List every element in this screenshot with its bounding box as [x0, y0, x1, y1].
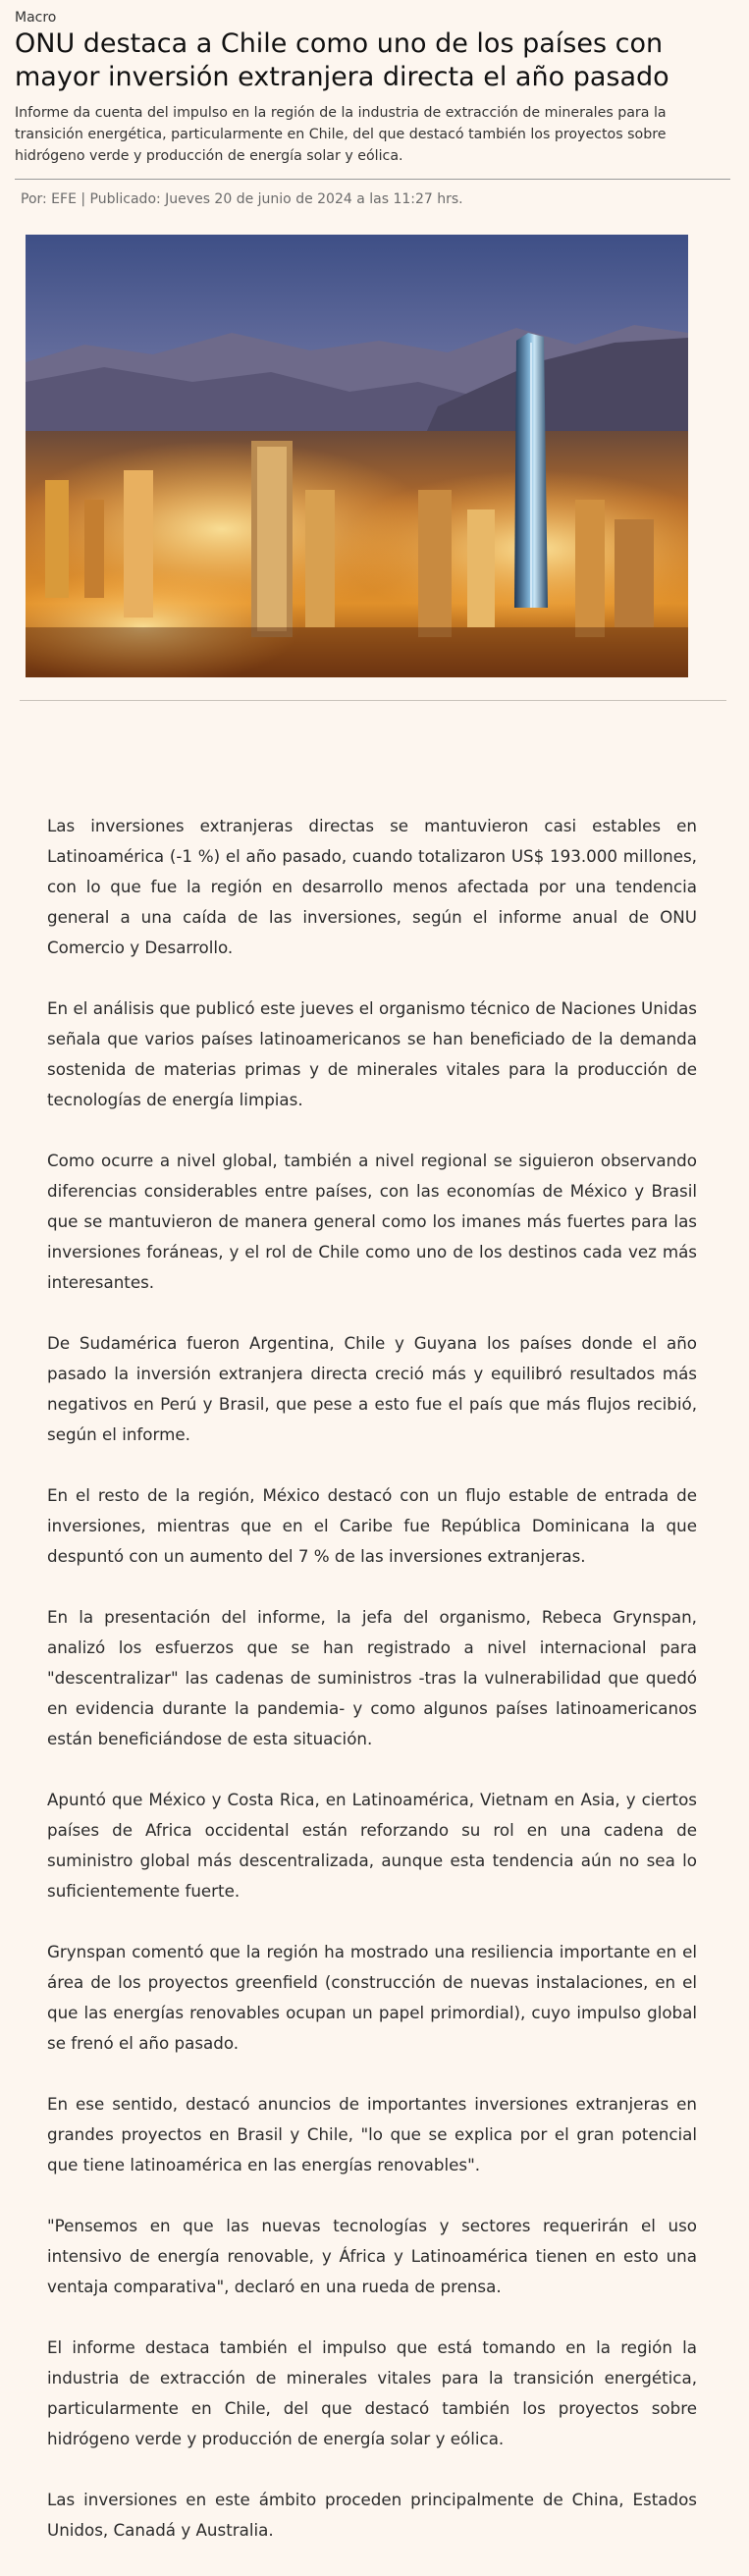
- article-paragraph: En el resto de la región, México destacó con un flujo estable de entrada de inversiones, mientras que en el Caribe fue República Dominicana la que despuntó con un aumento del 7 % de las inversiones extranjeras.: [47, 1485, 697, 1566]
- image-divider: [20, 700, 726, 701]
- header-divider: [15, 179, 730, 180]
- article-paragraph: Las inversiones extranjeras directas se mantuvieron casi estables en Latinoamérica (-1 %) el año pasado, cuando totalizaron US$ 193.000 millones, con lo que fue la región en desarrollo menos afectada por una tendencia general a una caída de las inversiones, según el informe anual de ONU Comercio y Desarrollo.: [47, 816, 697, 957]
- article-paragraph: Como ocurre a nivel global, también a nivel regional se siguieron observando diferencias considerables entre países, con las economías de México y Brasil que se mantuvieron de manera general como los imanes más fuertes para las inversiones foráneas, y el rol de Chile como uno de los destinos cada vez más interesantes.: [47, 1151, 697, 1292]
- article-paragraph: Apuntó que México y Costa Rica, en Latinoamérica, Vietnam en Asia, y ciertos países de Africa occidental están reforzando su rol en una cadena de suministro global más descentralizada, aunque esta tendencia aún no sea lo suficientemente fuerte.: [47, 1790, 697, 1901]
- article-paragraph: En la presentación del informe, la jefa del organismo, Rebeca Grynspan, analizó los esfuerzos que se han registrado a nivel internacional para "descentralizar" las cadenas de suministros -tras la vulnerabilidad que quedó en evidencia durante la pandemia- y como algunos países latinoamericanos están beneficiándose de esta situación.: [47, 1607, 697, 1748]
- article-paragraph: En el análisis que publicó este jueves el organismo técnico de Naciones Unidas señala que varios países latinoamericanos se han beneficiado de la demanda sostenida de materias primas y de minerales vitales para la producción de tecnologías de energía limpias.: [47, 998, 697, 1109]
- article-paragraph: De Sudamérica fueron Argentina, Chile y Guyana los países donde el año pasado la inversión extranjera directa creció más y equilibró resultados más negativos en Perú y Brasil, que pese a esto fue el país que más flujos recibió, según el informe.: [47, 1333, 697, 1444]
- article-lead: Informe da cuenta del impulso en la región de la industria de extracción de minerales para la transición energética, particularmente en Chile, del que destacó también los proyectos sobre hidrógeno verde y producción de energía solar y eólica.: [15, 105, 667, 164]
- city-skyline-photo: [26, 235, 688, 677]
- article-headline: ONU destaca a Chile como uno de los países con mayor inversión extranjera directa el año pasado: [15, 28, 669, 92]
- article-paragraph: El informe destaca también el impulso que está tomando en la región la industria de extracción de minerales vitales para la transición energética, particularmente en Chile, del que destacó también los proyectos sobre hidrógeno verde y producción de energía solar y eólica.: [47, 2337, 697, 2448]
- article-byline: Por: EFE | Publicado: Jueves 20 de junio de 2024 a las 11:27 hrs.: [21, 191, 463, 207]
- section-label[interactable]: Macro: [15, 10, 57, 26]
- article-paragraph: "Pensemos en que las nuevas tecnologías y sectores requerirán el uso intensivo de energía renovable, y África y Latinoamérica tienen en esto una ventaja comparativa", declaró en una rueda de prensa.: [47, 2216, 697, 2296]
- article-body: [47, 811, 697, 2576]
- article-paragraph: En ese sentido, destacó anuncios de importantes inversiones extranjeras en grandes proyectos en Brasil y Chile, "lo que se explica por el gran potencial que tiene latinoamérica en las energías renovables".: [47, 2094, 697, 2174]
- article-paragraph: Las inversiones en este ámbito proceden principalmente de China, Estados Unidos, Canadá y Australia.: [47, 2490, 697, 2540]
- article-paragraph: Grynspan comentó que la región ha mostrado una resiliencia importante en el área de los proyectos greenfield (construcción de nuevas instalaciones, en el que las energías renovables ocupan un papel primordial), cuyo impulso global se frenó el año pasado.: [47, 1942, 697, 2053]
